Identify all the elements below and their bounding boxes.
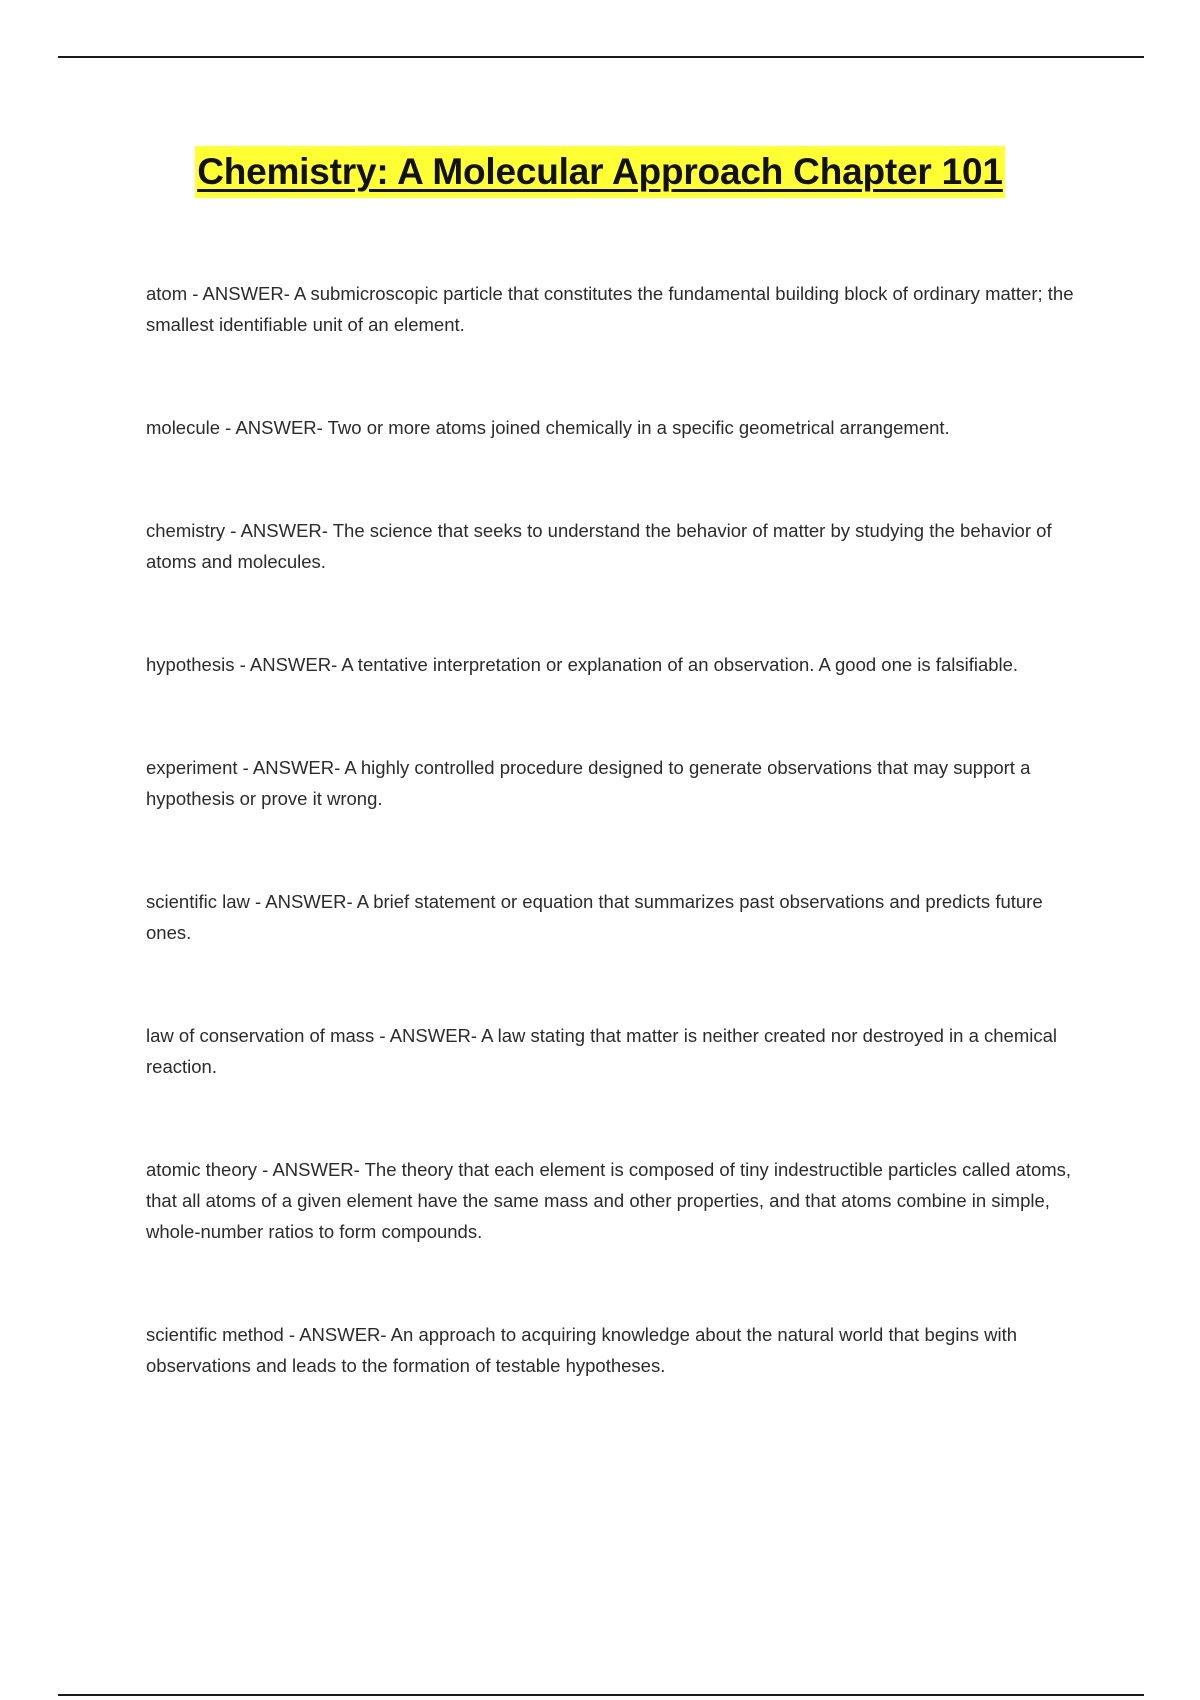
definition-atom: atom - ANSWER- A submicroscopic particle that constitutes the fundamental building block of ordinary matter; the smallest identifiable unit of an element. <box>146 283 1074 335</box>
footer-rule <box>58 1694 1144 1696</box>
definition-experiment: experiment - ANSWER- A highly controlled procedure designed to generate observations that may support a hypothesis or prove it wrong. <box>146 757 1031 809</box>
definition-molecule: molecule - ANSWER- Two or more atoms joined chemically in a specific geometrical arrangement. <box>146 417 950 438</box>
document-title: Chemistry: A Molecular Approach Chapter 101 <box>195 146 1005 198</box>
title-container <box>0 146 1200 198</box>
definition-hypothesis: hypothesis - ANSWER- A tentative interpretation or explanation of an observation. A good one is falsifiable. <box>146 654 1019 675</box>
definition-list <box>146 278 1086 1381</box>
header-rule <box>58 56 1144 58</box>
definition-atomic-theory: atomic theory - ANSWER- The theory that each element is composed of tiny indestructible particles called atoms, that all atoms of a given element have the same mass and other properties, and that atoms combine in simple, whole-number ratios to form compounds. <box>146 1159 1072 1242</box>
definition-scientific-method: scientific method - ANSWER- An approach to acquiring knowledge about the natural world that begins with observations and leads to the formation of testable hypotheses. <box>146 1324 1018 1376</box>
definition-chemistry: chemistry - ANSWER- The science that seeks to understand the behavior of matter by studying the behavior of atoms and molecules. <box>146 520 1052 572</box>
definition-law-of-conservation-of-mass: law of conservation of mass - ANSWER- A law stating that matter is neither created nor destroyed in a chemical reaction. <box>146 1025 1058 1077</box>
definition-scientific-law: scientific law - ANSWER- A brief statement or equation that summarizes past observations and predicts future ones. <box>146 891 1043 943</box>
